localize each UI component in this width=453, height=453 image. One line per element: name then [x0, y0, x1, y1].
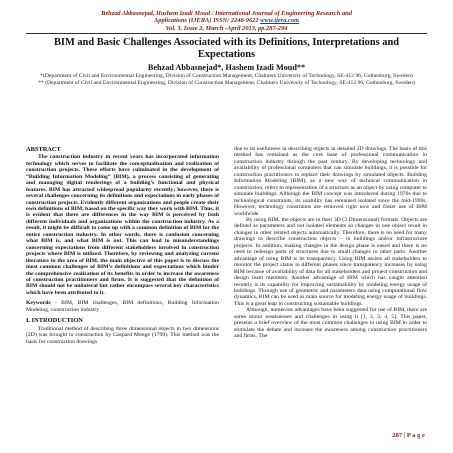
keywords-label: Keywords: [26, 300, 51, 307]
affiliation-2: ** (Department of Civil and Environmental Engineering, Division of Construction Management, Chalmers University of Technology, SE-412 96, Gothenburg, Sweden): [38, 80, 415, 86]
body-columns: [26, 146, 427, 426]
paper-title: BIM and Basic Challenges Associated with its Definitions, Interpretations and Expectations: [53, 37, 400, 60]
introduction-heading: I. INTRODUCTION: [26, 317, 83, 325]
keywords-text: - BIM, BIM challenges, BIM definitions, Building Information Modeling, construction industry: [26, 300, 219, 313]
introduction-text: Traditional method of describing three dimensional objects in two dimensions (2D) was brought to construction by Gaspard Monge (1799). This method was the basis for construction drawings: [26, 325, 219, 345]
keywords: [26, 300, 219, 313]
journal-line-2: [26, 17, 427, 24]
abstract-heading: ABSTRACT: [26, 146, 61, 153]
page-number: 287 | P a g e: [392, 432, 425, 439]
journal-issn: Applications (IJERA) ISSN: 2248-9622: [154, 17, 261, 25]
right-column: [234, 146, 427, 426]
affiliation-1: *(Department of Civil and Environmental Engineering, Division of Construction Management, Chalmers University of Technology, SE-412 96, Gothenburg, Sweden): [40, 73, 413, 80]
paragraph-2: By using BIM, the objects are in their 3D (3 Dimensional) formats. Objects are defined as parameters and not isolated elements so changes in one object result in changes in other related objects automatically. Therefore, there is no need for many drawings to describe construction objects – in buildings and/or infrastructure projects. In addition, making changes in the design phase is eased and there is no need to redesign parts of structures due to small changes in other parts. Another advantage of using BIM is its transparency. Using BIM assists all stakeholders to monitor the project status in different phases since transparency increases by using BIM because of availability of data for all stakeholders and project construction and design team members. Another advantage of BIM which has caught attention recently is its capability for improving sustainability by modeling energy usage of buildings. Through use of geometric and parameters data using computational flow dynamics, BIM can be used as main source for modeling energy usage of buildings. This is a great leap in constructing sustainable buildings.: [234, 216, 427, 307]
journal-line-1: Behzad Abbasnejad, Hashem Izadi Moud / International Journal of Engineering Research and: [101, 10, 352, 17]
journal-link[interactable]: www.ijera.com: [260, 17, 299, 25]
header-rule: [26, 33, 427, 34]
left-column: [26, 146, 219, 426]
paragraph-3: Although, numerous advantages have been suggested for use of BIM, there are some minor weaknesses and challenges in using it [1, 2, 3, 4, 5]. This paper, presents a brief overview of the most common challenges in using BIM in order to stimulate the debate and increase the awareness among construction practitioners and firms. The: [234, 307, 427, 340]
journal-header: [26, 10, 427, 32]
abstract-text: The construction industry in recent years has incorporated information technology which serves to facilitate the conceptualization and realization of construction projects. These efforts have culminated in the development of “Building Information Modeling” (BIM), a process consisting of generating and managing digital renderings of a building’s functional and physical features. BIM has attracted widespread popularity recently; however, there is several challenges concerning its definitions and expectations in early phases of construction projects. Evidently different organizations and people create their own definitions of BIM, based on the specific way they work with BIM. Thus, it is evident that there are differences in the way BIM is perceived by both different individuals and organizations within the construction industry. As a result, it might be difficult to come up with a common definition of BIM for the entire construction industry. In other words, there is confusion concerning what BIM is, and what BIM is not. This can lead to misunderstandings concerning expectations from different stakeholders involved in construction projects where BIM is utilized. Therefore, by reviewing and analyzing current literature in the area of BIM, the main objective of this paper is to discuss the most common challenges of BIM’s definitions and expectations which hinder the comprehensive realization of its benefits in order to increase the awareness of construction practitioners and firms. It is suggested that the definition of BIM should not be unilateral but rather encompass several key characteristics which have been attributed to it.: [26, 154, 219, 296]
journal-line-3: Vol. 3, Issue 2, March -April 2013, pp.287-294: [165, 24, 288, 32]
paper-authors: Behzad Abbasnejad*, Hashem Izadi Moud**: [147, 63, 306, 73]
introduction-section: [26, 317, 219, 345]
paragraph-1: due to its usefulness in describing objects in detailed 2D drawings. The basis of this method has remained as the core base of professional communication in construction industry through the past century. By developing technology and availability of professional computers that can simulate buildings, it is possible for construction practitioners to replace their drawings by simulated objects. Building Information Modeling (BIM), as a new way of technical communication in construction, refers to representation of a structure as an object by using computer to simulate buildings. Although the BIM concept was introduced during 1970s due to technological constraints, its usability has remained isolated since the mid-1990s. However, technology constraints are removed right now and foster use of BIM worldwide.: [234, 146, 427, 217]
